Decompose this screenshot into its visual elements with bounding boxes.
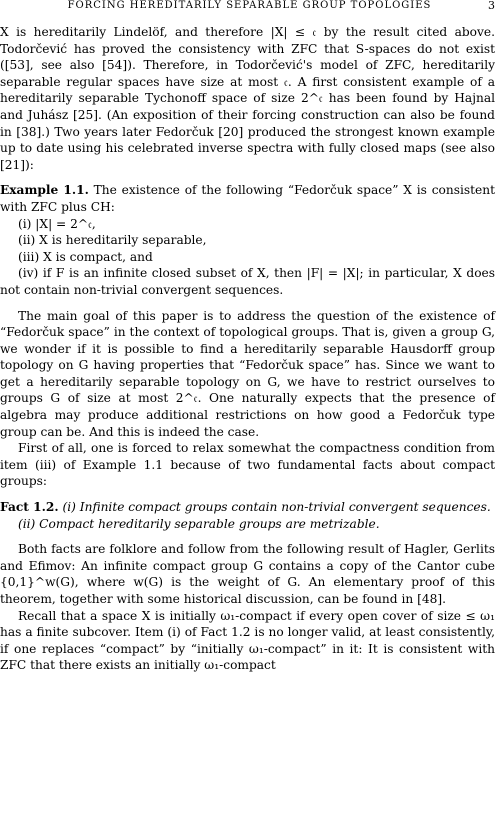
example-label: Example 1.1. (0, 183, 89, 198)
running-header (0, 0, 499, 14)
paragraph-both-facts: Both facts are folklore and follow from the following result of Hagler, Gerlits and Efimov: An infinite compact group G contains a copy of the Cantor cube {0,1}^w(G), where w(G) is the weight of G. An elementary proof of this theorem, together with some historical discussion, can be found in [48]. (0, 542, 495, 606)
fact-item-i: (i) Infinite compact groups contain non-trivial convergent sequences. (62, 500, 491, 515)
page-number: 3 (488, 0, 495, 12)
running-title: FORCING HEREDITARILY SEPARABLE GROUP TOPOLOGIES (67, 0, 432, 11)
example-text: The existence of the following “Fedorčuk space” X is consistent with ZFC plus CH: (0, 183, 495, 214)
example-item-iii: (iii) X is compact, and (18, 249, 153, 264)
paragraph-recall: Recall that a space X is initially ω₁-compact if every open cover of size ≤ ω₁ has a finite subcover. Item (i) of Fact 1.2 is no longer valid, at least consistently, if one replaces “compact” by “initially ω₁-compact” in it: It is consistent with ZFC that there exists an initially ω₁-compact (0, 608, 495, 673)
example-1-1 (0, 182, 495, 215)
fact-1-2 (0, 499, 495, 516)
paragraph-first-of-all: First of all, one is forced to relax somewhat the compactness condition from item (iii) of Example 1.1 because of two fundamental facts about compact groups: (0, 441, 495, 489)
paragraph-main-goal: The main goal of this paper is to address the question of the existence of “Fedorčuk space” in the context of topological groups. That is, given a group G, we wonder if it is possible to find a hereditarily separable Hausdorff group topology on G having properties that “Fedorčuk space” has. Since we want to get a hereditarily separable topology on G, we have to restrict ourselves to groups G of size at most 2^𝔠. One naturally expects that the presence of algebra may produce additional restrictions on how good a Fedorčuk type group can be. And this is indeed the case. (0, 308, 495, 439)
fact-item-ii: (ii) Compact hereditarily separable groups are metrizable. (18, 516, 380, 531)
paragraph-continuation: X is hereditarily Lindelöf, and therefore |X| ≤ 𝔠 by the result cited above. Todorčević has proved the consistency with ZFC that S-spaces do not exist ([53], see also [54]). Therefore, in Todorčević's model of ZFC, hereditarily separable regular spaces have size at most 𝔠. A first consistent example of a hereditarily separable Tychonoff space of size 2^𝔠 has been found by Hajnal and Juhász [25]. (An exposition of their forcing construction can also be found in [38].) Two years later Fedorčuk [20] produced the strongest known example up to date using his celebrated inverse spectra with fully closed maps (see also [21]): (0, 25, 495, 172)
example-item-i: (i) |X| = 2^𝔠, (18, 216, 96, 231)
example-item-iv: (iv) if F is an infinite closed subset of X, then |F| = |X|; in particular, X does not contain non-trivial convergent sequences. (0, 266, 495, 297)
paper-body (0, 24, 495, 674)
fact-label: Fact 1.2. (0, 500, 59, 515)
example-item-ii: (ii) X is hereditarily separable, (18, 233, 207, 248)
